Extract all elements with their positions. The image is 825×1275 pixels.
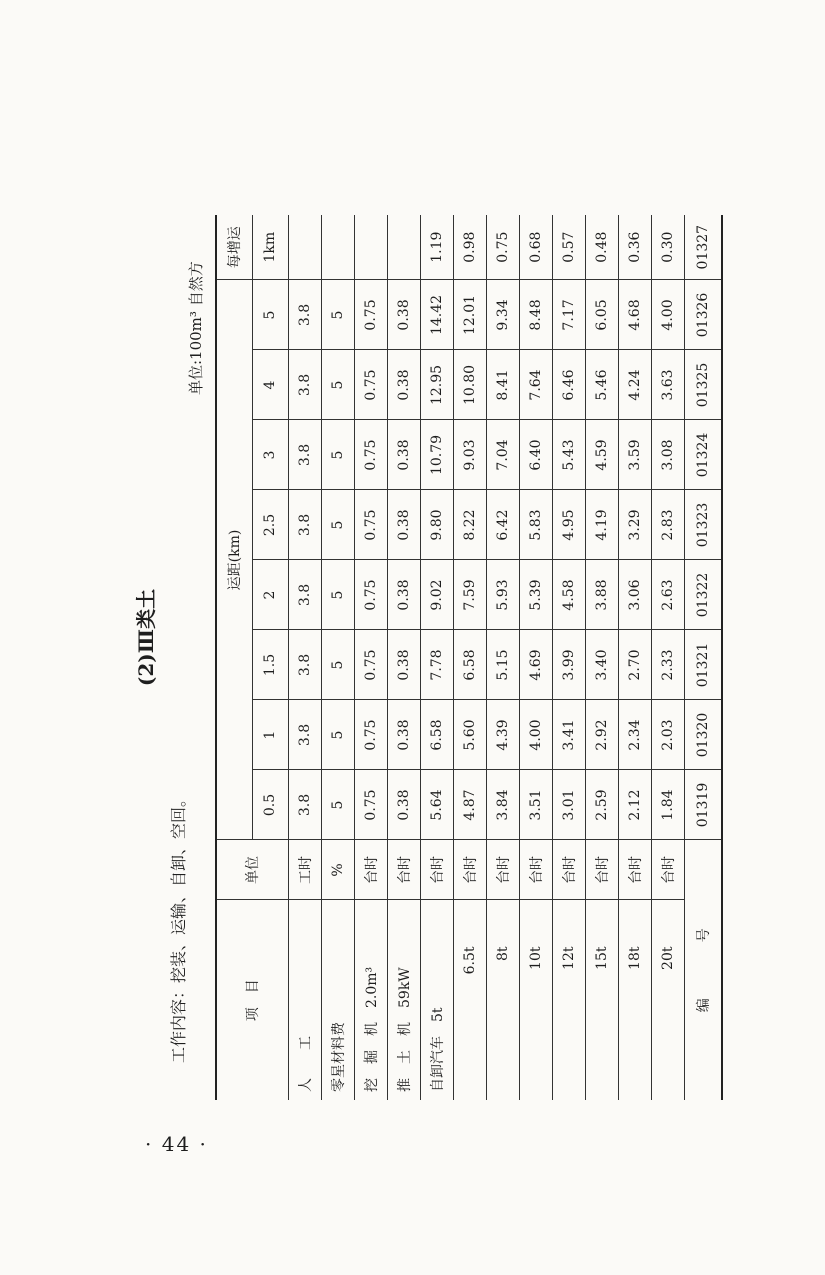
cell-value: 5 xyxy=(321,630,354,700)
header-distance-4: 2.5 xyxy=(252,490,288,560)
cell-value: 7.59 xyxy=(453,560,486,630)
cell-value: 10.80 xyxy=(453,350,486,420)
cell-extra: 0.48 xyxy=(585,215,618,280)
row-unit: 台时 xyxy=(354,840,387,900)
page-number: · 44 · xyxy=(145,1132,208,1156)
header-distance-1: 1 xyxy=(252,700,288,770)
cell-value: 7.17 xyxy=(552,280,585,350)
cell-extra: 0.30 xyxy=(651,215,684,280)
row-name: 8t xyxy=(486,900,519,1100)
cell-value: 2.92 xyxy=(585,700,618,770)
cell-value: 9.80 xyxy=(420,490,453,560)
cell-extra xyxy=(321,215,354,280)
row-name: 人 工 xyxy=(288,900,321,1100)
header-distance-7: 5 xyxy=(252,280,288,350)
cell-value: 6.46 xyxy=(552,350,585,420)
cell-value: 3.59 xyxy=(618,420,651,490)
table-row xyxy=(453,215,486,1100)
cell-value: 3.01 xyxy=(552,770,585,840)
row-unit: 台时 xyxy=(387,840,420,900)
cell-value: 4.58 xyxy=(552,560,585,630)
code-cell: 01321 xyxy=(684,630,722,700)
cell-value: 4.68 xyxy=(618,280,651,350)
cell-value: 5 xyxy=(321,280,354,350)
row-unit: 台时 xyxy=(519,840,552,900)
cell-value: 3.8 xyxy=(288,770,321,840)
cell-value: 3.29 xyxy=(618,490,651,560)
cell-value: 2.83 xyxy=(651,490,684,560)
cell-value: 0.38 xyxy=(387,700,420,770)
cell-value: 5.39 xyxy=(519,560,552,630)
cell-value: 4.87 xyxy=(453,770,486,840)
cell-value: 2.12 xyxy=(618,770,651,840)
cell-value: 12.95 xyxy=(420,350,453,420)
cell-extra: 0.98 xyxy=(453,215,486,280)
cell-value: 2.33 xyxy=(651,630,684,700)
cell-value: 7.78 xyxy=(420,630,453,700)
cell-value: 9.34 xyxy=(486,280,519,350)
cell-value: 4.95 xyxy=(552,490,585,560)
cell-value: 0.75 xyxy=(354,770,387,840)
quota-table-body xyxy=(216,215,722,1100)
header-distance-3: 2 xyxy=(252,560,288,630)
cell-value: 6.05 xyxy=(585,280,618,350)
row-unit: 台时 xyxy=(585,840,618,900)
cell-value: 3.8 xyxy=(288,700,321,770)
code-cell: 01319 xyxy=(684,770,722,840)
cell-value: 0.75 xyxy=(354,630,387,700)
cell-value: 5 xyxy=(321,700,354,770)
cell-value: 6.58 xyxy=(453,630,486,700)
cell-value: 3.8 xyxy=(288,350,321,420)
cell-value: 0.38 xyxy=(387,350,420,420)
cell-value: 10.79 xyxy=(420,420,453,490)
table-row xyxy=(288,215,321,1100)
cell-value: 9.03 xyxy=(453,420,486,490)
cell-value: 3.06 xyxy=(618,560,651,630)
cell-value: 3.8 xyxy=(288,630,321,700)
header-extra-group: 每增运 xyxy=(216,215,252,280)
cell-value: 0.38 xyxy=(387,280,420,350)
cell-extra xyxy=(354,215,387,280)
table-row xyxy=(651,215,684,1100)
cell-value: 12.01 xyxy=(453,280,486,350)
code-label: 编 号 xyxy=(684,840,722,1100)
cell-value: 6.40 xyxy=(519,420,552,490)
code-cell: 01322 xyxy=(684,560,722,630)
cell-value: 0.38 xyxy=(387,630,420,700)
table-row xyxy=(486,215,519,1100)
cell-value: 4.00 xyxy=(519,700,552,770)
cell-value: 4.69 xyxy=(519,630,552,700)
cell-value: 3.84 xyxy=(486,770,519,840)
cell-value: 3.41 xyxy=(552,700,585,770)
table-row xyxy=(618,215,651,1100)
header-distance-0: 0.5 xyxy=(252,770,288,840)
code-cell: 01320 xyxy=(684,700,722,770)
cell-value: 5 xyxy=(321,350,354,420)
cell-value: 0.75 xyxy=(354,420,387,490)
cell-value: 7.64 xyxy=(519,350,552,420)
header-distance-5: 3 xyxy=(252,420,288,490)
cell-value: 0.75 xyxy=(354,490,387,560)
row-unit: 工时 xyxy=(288,840,321,900)
table-row xyxy=(585,215,618,1100)
cell-value: 0.75 xyxy=(354,700,387,770)
cell-value: 9.02 xyxy=(420,560,453,630)
cell-value: 3.88 xyxy=(585,560,618,630)
row-name: 15t xyxy=(585,900,618,1100)
unit-note: 单位:100m³ 自然方 xyxy=(187,261,205,395)
cell-value: 4.59 xyxy=(585,420,618,490)
cell-value: 8.41 xyxy=(486,350,519,420)
cell-value: 3.8 xyxy=(288,560,321,630)
table-row xyxy=(387,215,420,1100)
cell-value: 0.38 xyxy=(387,770,420,840)
cell-extra: 0.75 xyxy=(486,215,519,280)
cell-value: 3.8 xyxy=(288,490,321,560)
cell-extra xyxy=(387,215,420,280)
cell-value: 0.38 xyxy=(387,490,420,560)
cell-value: 6.58 xyxy=(420,700,453,770)
code-cell: 01325 xyxy=(684,350,722,420)
cell-value: 0.75 xyxy=(354,280,387,350)
cell-value: 1.84 xyxy=(651,770,684,840)
cell-extra xyxy=(288,215,321,280)
row-unit: 台时 xyxy=(618,840,651,900)
quota-table xyxy=(215,215,723,1100)
table-row xyxy=(420,215,453,1100)
cell-value: 5 xyxy=(321,770,354,840)
cell-value: 5.43 xyxy=(552,420,585,490)
row-unit: 台时 xyxy=(486,840,519,900)
code-row xyxy=(684,215,722,1100)
table-title: (2)Ⅲ类土 xyxy=(134,588,158,687)
row-unit: % xyxy=(321,840,354,900)
header-unit: 单位 xyxy=(216,840,288,900)
cell-extra: 0.68 xyxy=(519,215,552,280)
row-name: 18t xyxy=(618,900,651,1100)
cell-value: 5.60 xyxy=(453,700,486,770)
table-row xyxy=(321,215,354,1100)
header-distance-group: 运距(km) xyxy=(216,280,252,840)
row-name: 挖 掘 机 2.0m³ xyxy=(354,900,387,1100)
cell-extra: 0.57 xyxy=(552,215,585,280)
table-row xyxy=(354,215,387,1100)
header-distance-2: 1.5 xyxy=(252,630,288,700)
row-name: 自卸汽车 5t xyxy=(420,900,453,1100)
cell-value: 2.59 xyxy=(585,770,618,840)
cell-extra: 1.19 xyxy=(420,215,453,280)
cell-value: 5 xyxy=(321,560,354,630)
code-cell: 01326 xyxy=(684,280,722,350)
work-content: 工作内容：挖装、运输、自卸、空回。 xyxy=(169,790,188,1063)
code-cell: 01323 xyxy=(684,490,722,560)
cell-value: 5 xyxy=(321,420,354,490)
cell-value: 0.75 xyxy=(354,350,387,420)
row-name: 6.5t xyxy=(453,900,486,1100)
cell-value: 2.70 xyxy=(618,630,651,700)
cell-value: 3.40 xyxy=(585,630,618,700)
row-name: 10t xyxy=(519,900,552,1100)
row-name: 12t xyxy=(552,900,585,1100)
cell-value: 4.19 xyxy=(585,490,618,560)
header-item: 项 目 xyxy=(216,900,288,1100)
table-row xyxy=(552,215,585,1100)
cell-value: 5.83 xyxy=(519,490,552,560)
cell-value: 5.93 xyxy=(486,560,519,630)
code-cell: 01324 xyxy=(684,420,722,490)
row-unit: 台时 xyxy=(651,840,684,900)
cell-value: 3.63 xyxy=(651,350,684,420)
cell-value: 0.75 xyxy=(354,560,387,630)
row-unit: 台时 xyxy=(552,840,585,900)
cell-value: 7.04 xyxy=(486,420,519,490)
row-unit: 台时 xyxy=(420,840,453,900)
cell-value: 4.00 xyxy=(651,280,684,350)
cell-value: 2.63 xyxy=(651,560,684,630)
cell-value: 5.46 xyxy=(585,350,618,420)
code-cell: 01327 xyxy=(684,215,722,280)
row-name: 20t xyxy=(651,900,684,1100)
cell-value: 8.48 xyxy=(519,280,552,350)
cell-value: 3.99 xyxy=(552,630,585,700)
cell-value: 3.51 xyxy=(519,770,552,840)
row-name: 零星材料费 xyxy=(321,900,354,1100)
cell-value: 3.8 xyxy=(288,280,321,350)
cell-value: 8.22 xyxy=(453,490,486,560)
cell-value: 0.38 xyxy=(387,560,420,630)
row-name: 推 土 机 59kW xyxy=(387,900,420,1100)
cell-value: 5.64 xyxy=(420,770,453,840)
header-extra-unit: 1km xyxy=(252,215,288,280)
cell-value: 3.8 xyxy=(288,420,321,490)
cell-value: 14.42 xyxy=(420,280,453,350)
cell-value: 2.34 xyxy=(618,700,651,770)
cell-value: 6.42 xyxy=(486,490,519,560)
header-row-1 xyxy=(216,215,252,1100)
cell-extra: 0.36 xyxy=(618,215,651,280)
cell-value: 4.39 xyxy=(486,700,519,770)
row-unit: 台时 xyxy=(453,840,486,900)
cell-value: 2.03 xyxy=(651,700,684,770)
table-row xyxy=(519,215,552,1100)
cell-value: 3.08 xyxy=(651,420,684,490)
cell-value: 5.15 xyxy=(486,630,519,700)
cell-value: 4.24 xyxy=(618,350,651,420)
header-distance-6: 4 xyxy=(252,350,288,420)
cell-value: 0.38 xyxy=(387,420,420,490)
cell-value: 5 xyxy=(321,490,354,560)
